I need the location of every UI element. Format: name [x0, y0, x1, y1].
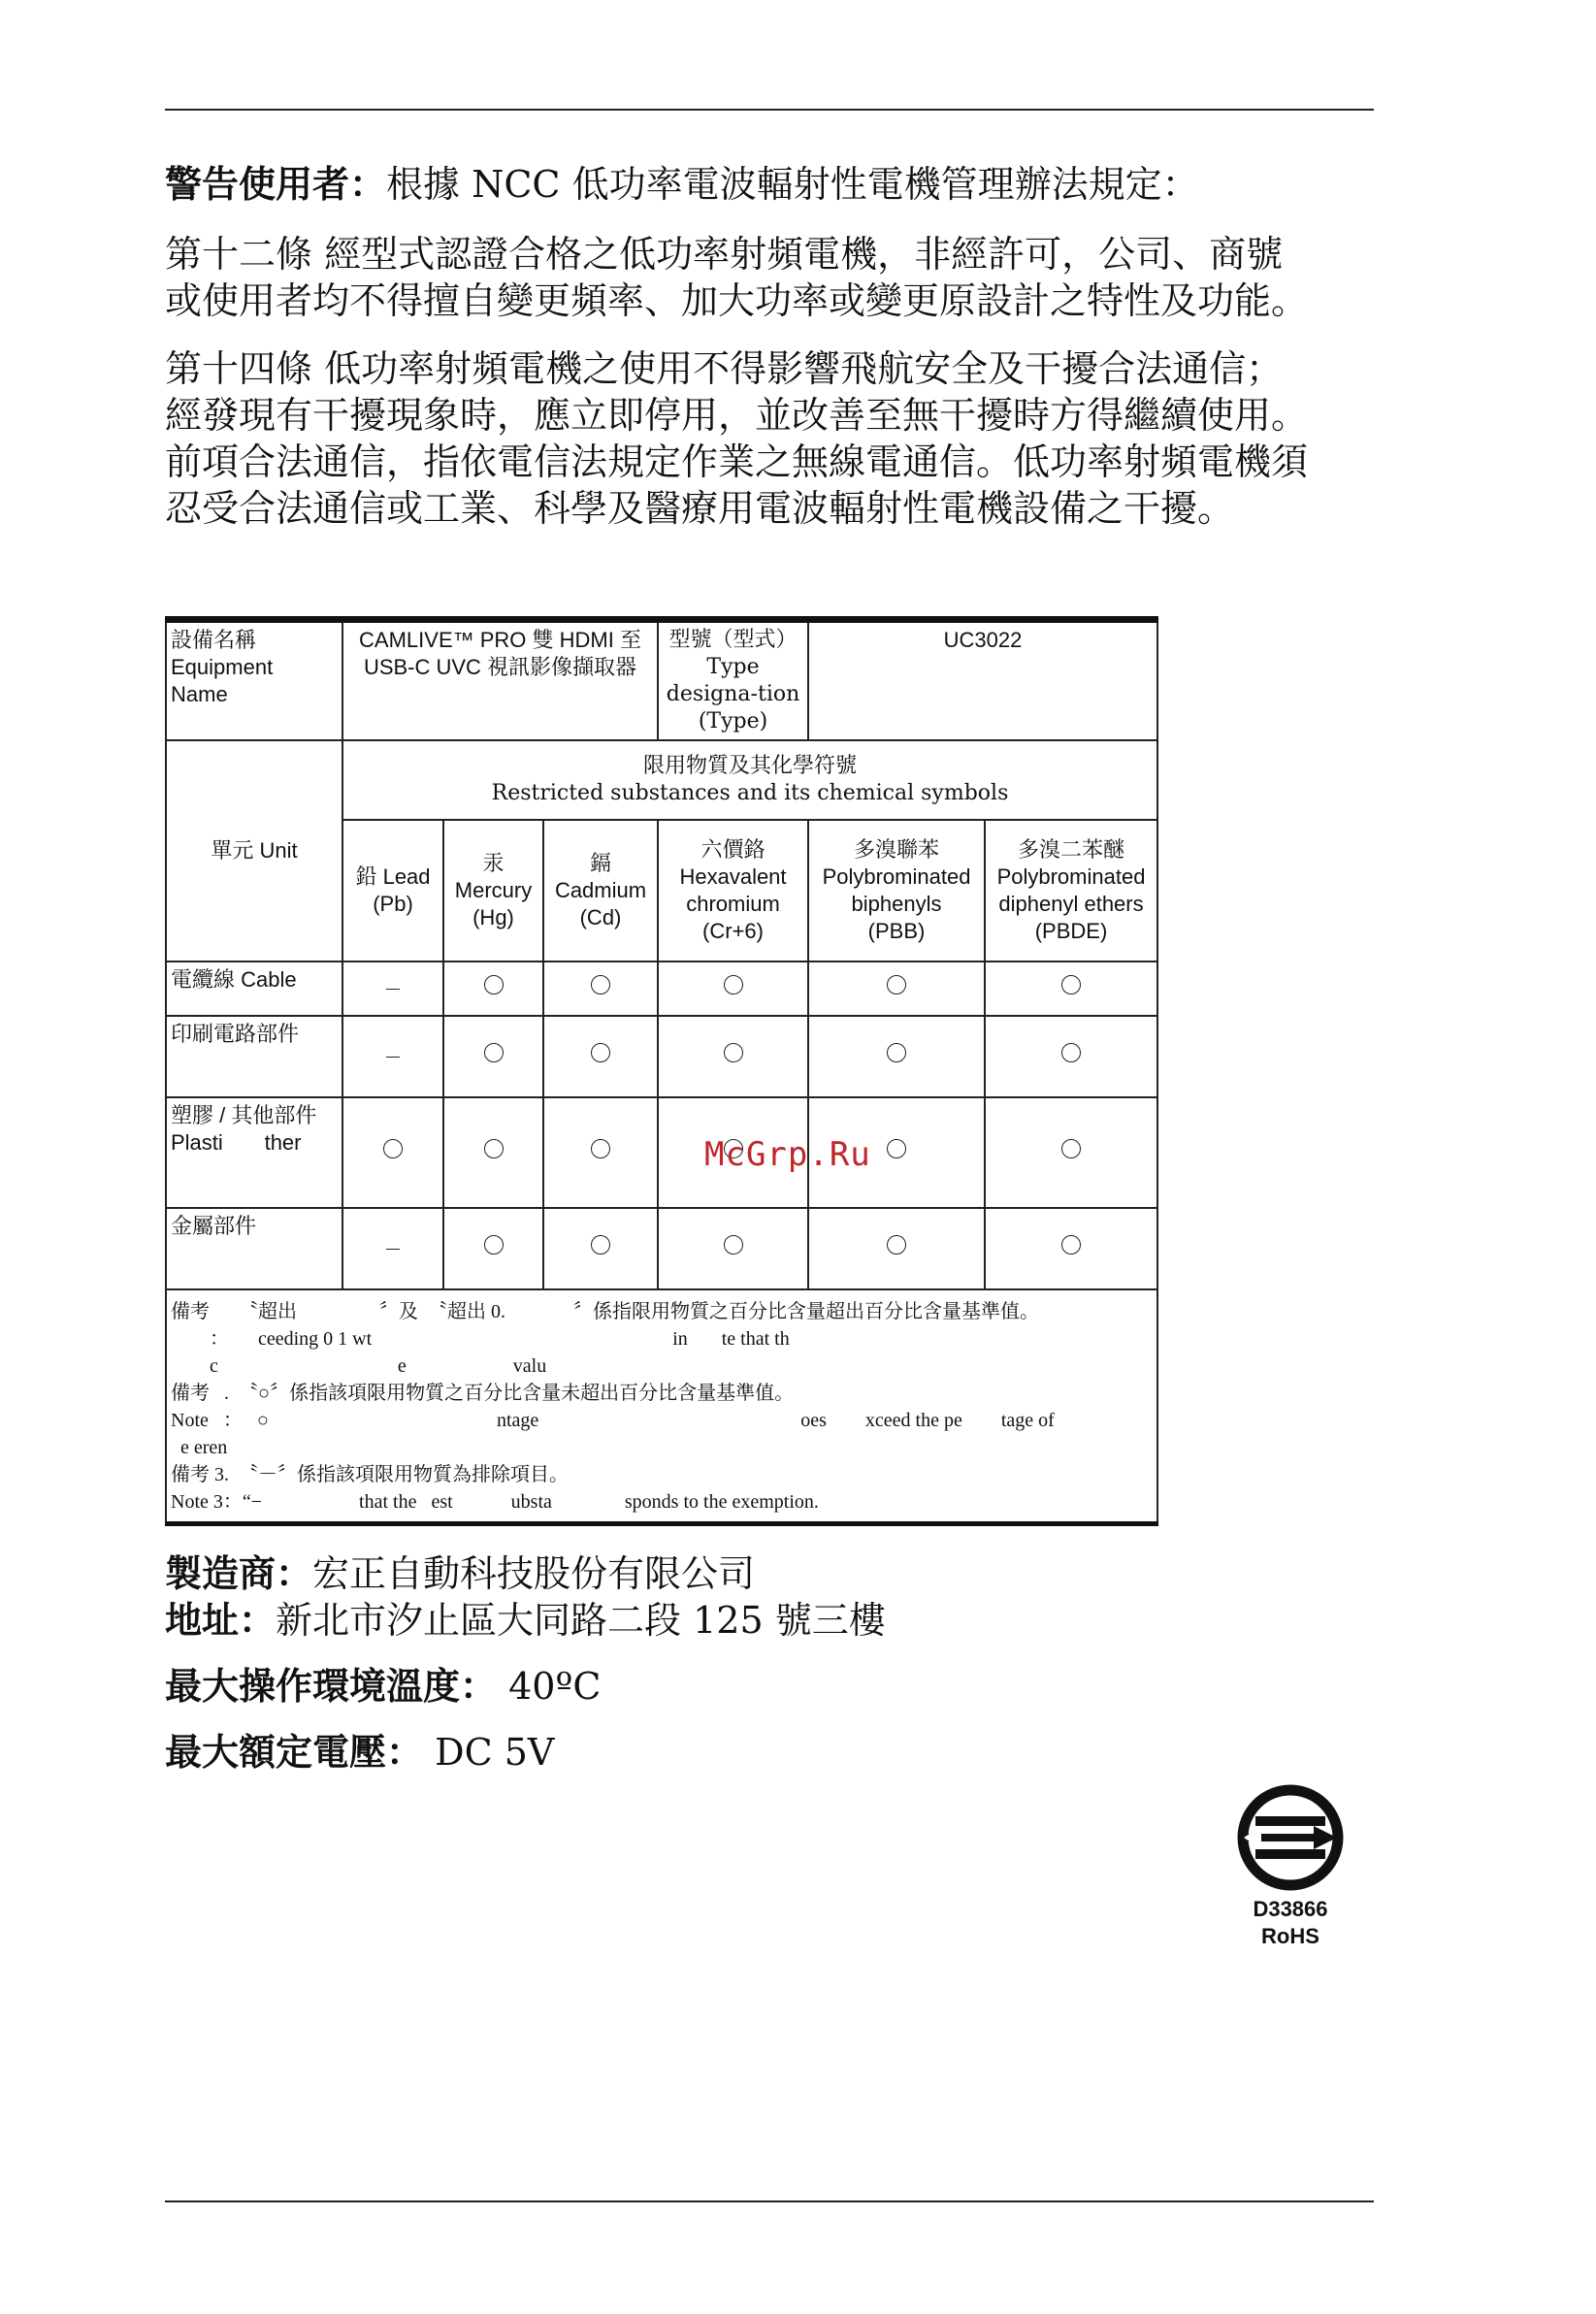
- circle-mark-icon: [724, 975, 743, 994]
- ncc-warning: [165, 161, 1387, 208]
- mark-cell: [658, 961, 808, 1016]
- top-rule: [165, 109, 1374, 111]
- pbb-en-2: biphenyls: [851, 892, 942, 916]
- mark-cell: [543, 1208, 658, 1289]
- manufacturer-block: [165, 1550, 1387, 1644]
- max-temp-line: [165, 1663, 1387, 1710]
- rohs-label: RoHS: [1261, 1924, 1319, 1948]
- substance-header-mercury: [443, 820, 543, 961]
- rohs-table: [165, 616, 1156, 1526]
- unit-name: 電纜線 Cable: [171, 967, 297, 992]
- circle-mark-icon: [724, 1043, 743, 1062]
- mercury-symbol: (Hg): [472, 905, 514, 929]
- article-12: [165, 231, 1387, 324]
- note-line: Note 3：“− that the est ubsta sponds to the exemption.: [171, 1491, 819, 1513]
- bsmi-code: D33866: [1253, 1897, 1328, 1921]
- mark-cell: [808, 961, 985, 1016]
- table-notes: [166, 1289, 1157, 1524]
- mercury-en: Mercury: [454, 878, 533, 902]
- bottom-rule: [165, 2200, 1374, 2202]
- note-line: ： ceeding 0 1 wt in te that th: [171, 1328, 790, 1350]
- circle-mark-icon: [484, 1043, 504, 1062]
- circle-mark-icon: [1061, 1139, 1081, 1158]
- table-row: [166, 961, 1157, 1016]
- max-temp-value: 40ºC: [508, 1665, 602, 1708]
- max-voltage-value: DC 5V: [435, 1731, 555, 1774]
- mark-cell: [342, 1016, 443, 1097]
- unit-cell: [166, 1016, 342, 1097]
- unit-name: 金屬部件: [171, 1214, 257, 1238]
- max-voltage-label: 最大額定電壓：: [165, 1730, 424, 1774]
- unit-name: 印刷電路部件: [171, 1022, 300, 1046]
- circle-mark-icon: [484, 975, 504, 994]
- table-row: [166, 1208, 1157, 1289]
- circle-mark-icon: [591, 1043, 610, 1062]
- note-line: 備考 〝超出 〞及 〝超出 0. 〞係指限用物質之百分比含量超出百分比含量基準值。: [171, 1301, 1039, 1322]
- circle-mark-icon: [591, 1139, 610, 1158]
- warning-text: 根據 NCC 低功率電波輻射性電機管理辦法規定：: [386, 163, 1199, 206]
- mercury-zh: 汞: [482, 851, 505, 875]
- substance-header-cadmium: [543, 820, 658, 961]
- chromium-zh: 六價鉻: [700, 837, 765, 862]
- circle-mark-icon: [484, 1235, 504, 1255]
- unit-cell: [166, 1208, 342, 1289]
- mark-cell: [543, 1097, 658, 1208]
- mark-cell: [543, 1016, 658, 1097]
- mark-cell: [985, 961, 1157, 1016]
- unit-cell: [166, 961, 342, 1016]
- lead-name: 鉛 Lead: [355, 864, 431, 889]
- max-voltage-line: [165, 1729, 1387, 1776]
- article-12-line-2: 或使用者均不得擅自變更頻率、加大功率或變更原設計之特性及功能。: [165, 279, 1309, 322]
- equipment-label-cell: [166, 620, 342, 741]
- mark-cell: [443, 961, 543, 1016]
- bsmi-mark-icon: [1236, 1783, 1345, 1892]
- pbb-zh: 多溴聯苯: [854, 837, 940, 862]
- mark-cell: [342, 961, 443, 1016]
- note-line: 備考 . 〝○〞係指該項限用物質之百分比含量未超出百分比含量基準值。: [171, 1383, 795, 1404]
- pbb-en-1: Polybrominated: [822, 864, 971, 889]
- mark-cell: [808, 1208, 985, 1289]
- note-line: e eren: [171, 1437, 228, 1458]
- unit-cell: [166, 1097, 342, 1208]
- mark-cell: [443, 1016, 543, 1097]
- note-line: Note ： ○ ntage oes xceed the pe tage of: [171, 1410, 1055, 1431]
- article-14-line-4: 忍受合法通信或工業、科學及醫療用電波輻射性電機設備之干擾。: [165, 487, 1235, 530]
- manufacturer-value: 宏正自動科技股份有限公司: [312, 1552, 756, 1595]
- mark-cell: [985, 1208, 1157, 1289]
- mark-cell: [342, 1097, 443, 1208]
- type-label-cell: [658, 620, 808, 741]
- equipment-label-en-1: Equipment: [171, 655, 274, 679]
- circle-mark-icon: [484, 1139, 504, 1158]
- circle-mark-icon: [1061, 1043, 1081, 1062]
- manufacturer-line: [165, 1550, 1387, 1597]
- pbde-en-2: diphenyl ethers: [998, 892, 1144, 916]
- mark-cell: [808, 1016, 985, 1097]
- pbb-symbol: (PBB): [867, 919, 926, 943]
- article-14: [165, 345, 1387, 532]
- restricted-header-en: Restricted substances and its chemical symbols: [491, 781, 1009, 805]
- equipment-name-value: CAMLIVE™ PRO 雙 HDMI 至 USB-C UVC 視訊影像擷取器: [342, 620, 658, 741]
- equipment-label-en-2: Name: [171, 682, 228, 706]
- manufacturer-label: 製造商：: [165, 1551, 313, 1595]
- article-14-line-1: 第十四條 低功率射頻電機之使用不得影響飛航安全及干擾合法通信；: [165, 347, 1284, 390]
- equipment-label-zh: 設備名稱: [171, 628, 257, 652]
- unit-name: 塑膠 / 其他部件: [171, 1103, 317, 1127]
- mark-cell: [443, 1208, 543, 1289]
- cadmium-zh: 鎘: [590, 851, 612, 875]
- address-label: 地址：: [165, 1598, 277, 1642]
- note-line: c e valu: [171, 1355, 547, 1377]
- cadmium-en: Cadmium: [554, 878, 647, 902]
- mark-cell: [543, 961, 658, 1016]
- table-row: [166, 1097, 1157, 1208]
- circle-mark-icon: [887, 1235, 906, 1255]
- circle-mark-icon: [1061, 1235, 1081, 1255]
- chromium-en-1: Hexavalent: [679, 864, 787, 889]
- dash-mark-icon: [386, 989, 400, 990]
- lead-symbol: (Pb): [373, 892, 413, 916]
- warning-heading: 警告使用者：: [165, 162, 387, 206]
- mark-cell: [658, 1016, 808, 1097]
- pbde-en-1: Polybrominated: [996, 864, 1146, 889]
- article-14-line-2: 經發現有干擾現象時，應立即停用，並改善至無干擾時方得繼續使用。: [165, 394, 1309, 437]
- pbde-symbol: (PBDE): [1034, 919, 1108, 943]
- article-12-line-1: 第十二條 經型式認證合格之低功率射頻電機，非經許可，公司、商號: [165, 233, 1284, 276]
- address-value: 新北市汐止區大同路二段 125 號三樓: [276, 1599, 886, 1642]
- mark-cell: [658, 1208, 808, 1289]
- mark-cell: [985, 1097, 1157, 1208]
- type-label-zh: 型號（型式）: [668, 628, 798, 652]
- chromium-en-2: chromium: [686, 892, 780, 916]
- dash-mark-icon: [386, 1057, 400, 1058]
- address-line: [165, 1597, 1387, 1644]
- dash-mark-icon: [386, 1249, 400, 1250]
- unit-header: 單元 Unit: [166, 740, 342, 961]
- substance-header-pbde: [985, 820, 1157, 961]
- circle-mark-icon: [887, 975, 906, 994]
- circle-mark-icon: [383, 1139, 403, 1158]
- watermark: McGrp.Ru: [704, 1135, 871, 1174]
- type-label-en: Type designa-tion (Type): [666, 655, 800, 733]
- unit-name-en: Plasti ther: [171, 1130, 302, 1155]
- circle-mark-icon: [724, 1235, 743, 1255]
- circle-mark-icon: [887, 1043, 906, 1062]
- mark-cell: [443, 1097, 543, 1208]
- restricted-header-zh: 限用物質及其化學符號: [643, 754, 858, 778]
- chromium-symbol: (Cr+6): [702, 919, 764, 943]
- mark-cell: [342, 1208, 443, 1289]
- mark-cell: [985, 1016, 1157, 1097]
- circle-mark-icon: [1061, 975, 1081, 994]
- article-14-line-3: 前項合法通信，指依電信法規定作業之無線電通信。低功率射頻電機須: [165, 440, 1309, 483]
- pbde-zh: 多溴二苯醚: [1018, 837, 1125, 862]
- bsmi-mark: [1232, 1783, 1349, 1950]
- substance-header-lead: [342, 820, 443, 961]
- note-line: 備考 3. 〝－〞係指該項限用物質為排除項目。: [171, 1464, 569, 1485]
- circle-mark-icon: [591, 975, 610, 994]
- circle-mark-icon: [887, 1139, 906, 1158]
- type-value: UC3022: [808, 620, 1157, 741]
- substance-header-chromium: [658, 820, 808, 961]
- max-temp-label: 最大操作環境溫度：: [165, 1664, 498, 1708]
- circle-mark-icon: [591, 1235, 610, 1255]
- cadmium-symbol: (Cd): [579, 905, 622, 929]
- substance-header-pbb: [808, 820, 985, 961]
- restricted-header: [342, 740, 1157, 820]
- table-row: [166, 1016, 1157, 1097]
